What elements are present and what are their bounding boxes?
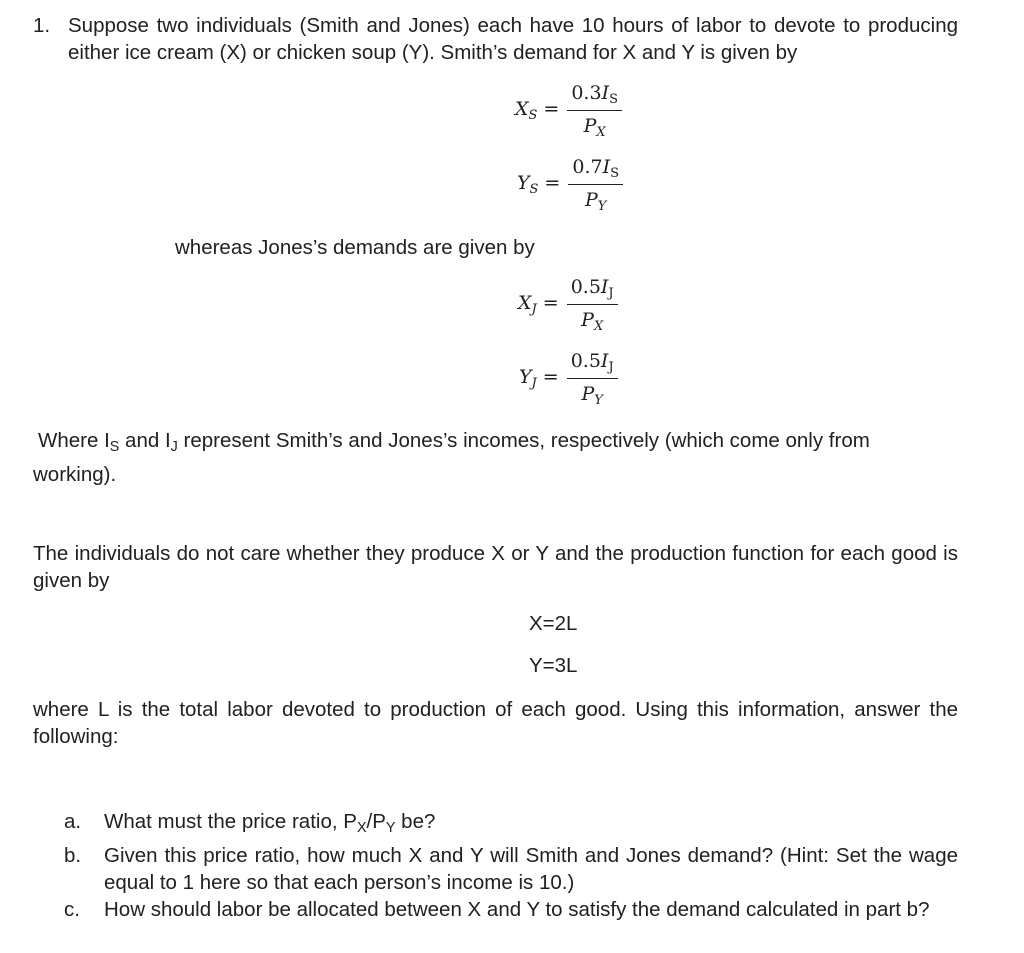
production-x: X=2L [529, 612, 578, 635]
production-y: Y=3L [529, 654, 578, 677]
part-a-marker: a. [64, 810, 82, 833]
production-intro: The individuals do not care whether they produce X or Y and the production function for each good is given by [33, 542, 958, 592]
part-b [64, 842, 958, 896]
jones-intro: whereas Jones’s demands are given by [175, 236, 535, 259]
equation-xj: $X_J$ = $\frac{0.5I_J}{P_X}$ [518, 276, 618, 334]
question-parts [64, 808, 958, 923]
part-a-text: What must the price ratio, PX/PY be? [104, 810, 436, 837]
part-c-text: How should labor be allocated between X and Y to satisfy the demand calculated in part b? [104, 898, 930, 922]
equation-xs: $X_S$ = $\frac{0.3I_S}{P_X}$ [515, 82, 622, 140]
part-c [64, 896, 958, 923]
part-b-marker: b. [64, 844, 82, 868]
equation-yj: $Y_J$ = $\frac{0.5I_J}{P_Y}$ [519, 350, 618, 408]
labor-text: where L is the total labor devoted to production of each good. Using this information, answer the following: [33, 698, 958, 748]
question-intro: Suppose two individuals (Smith and Jones) each have 10 hours of labor to devote to producing either ice cream (X) or chicken soup (Y). Smith’s demand for X and Y is given by [68, 14, 958, 64]
question-number: 1. [33, 14, 51, 37]
part-a [64, 808, 958, 842]
where-incomes-text: Where IS and IJ represent Smith’s and Jones’s incomes, respectively (which come only from working). [33, 429, 870, 487]
equation-ys: $Y_S$ = $\frac{0.7I_S}{P_Y}$ [517, 156, 623, 214]
part-c-marker: c. [64, 898, 80, 922]
part-b-text: Given this price ratio, how much X and Y will Smith and Jones demand? (Hint: Set the wage equal to 1 here so that each person’s income is 10.) [104, 844, 958, 895]
